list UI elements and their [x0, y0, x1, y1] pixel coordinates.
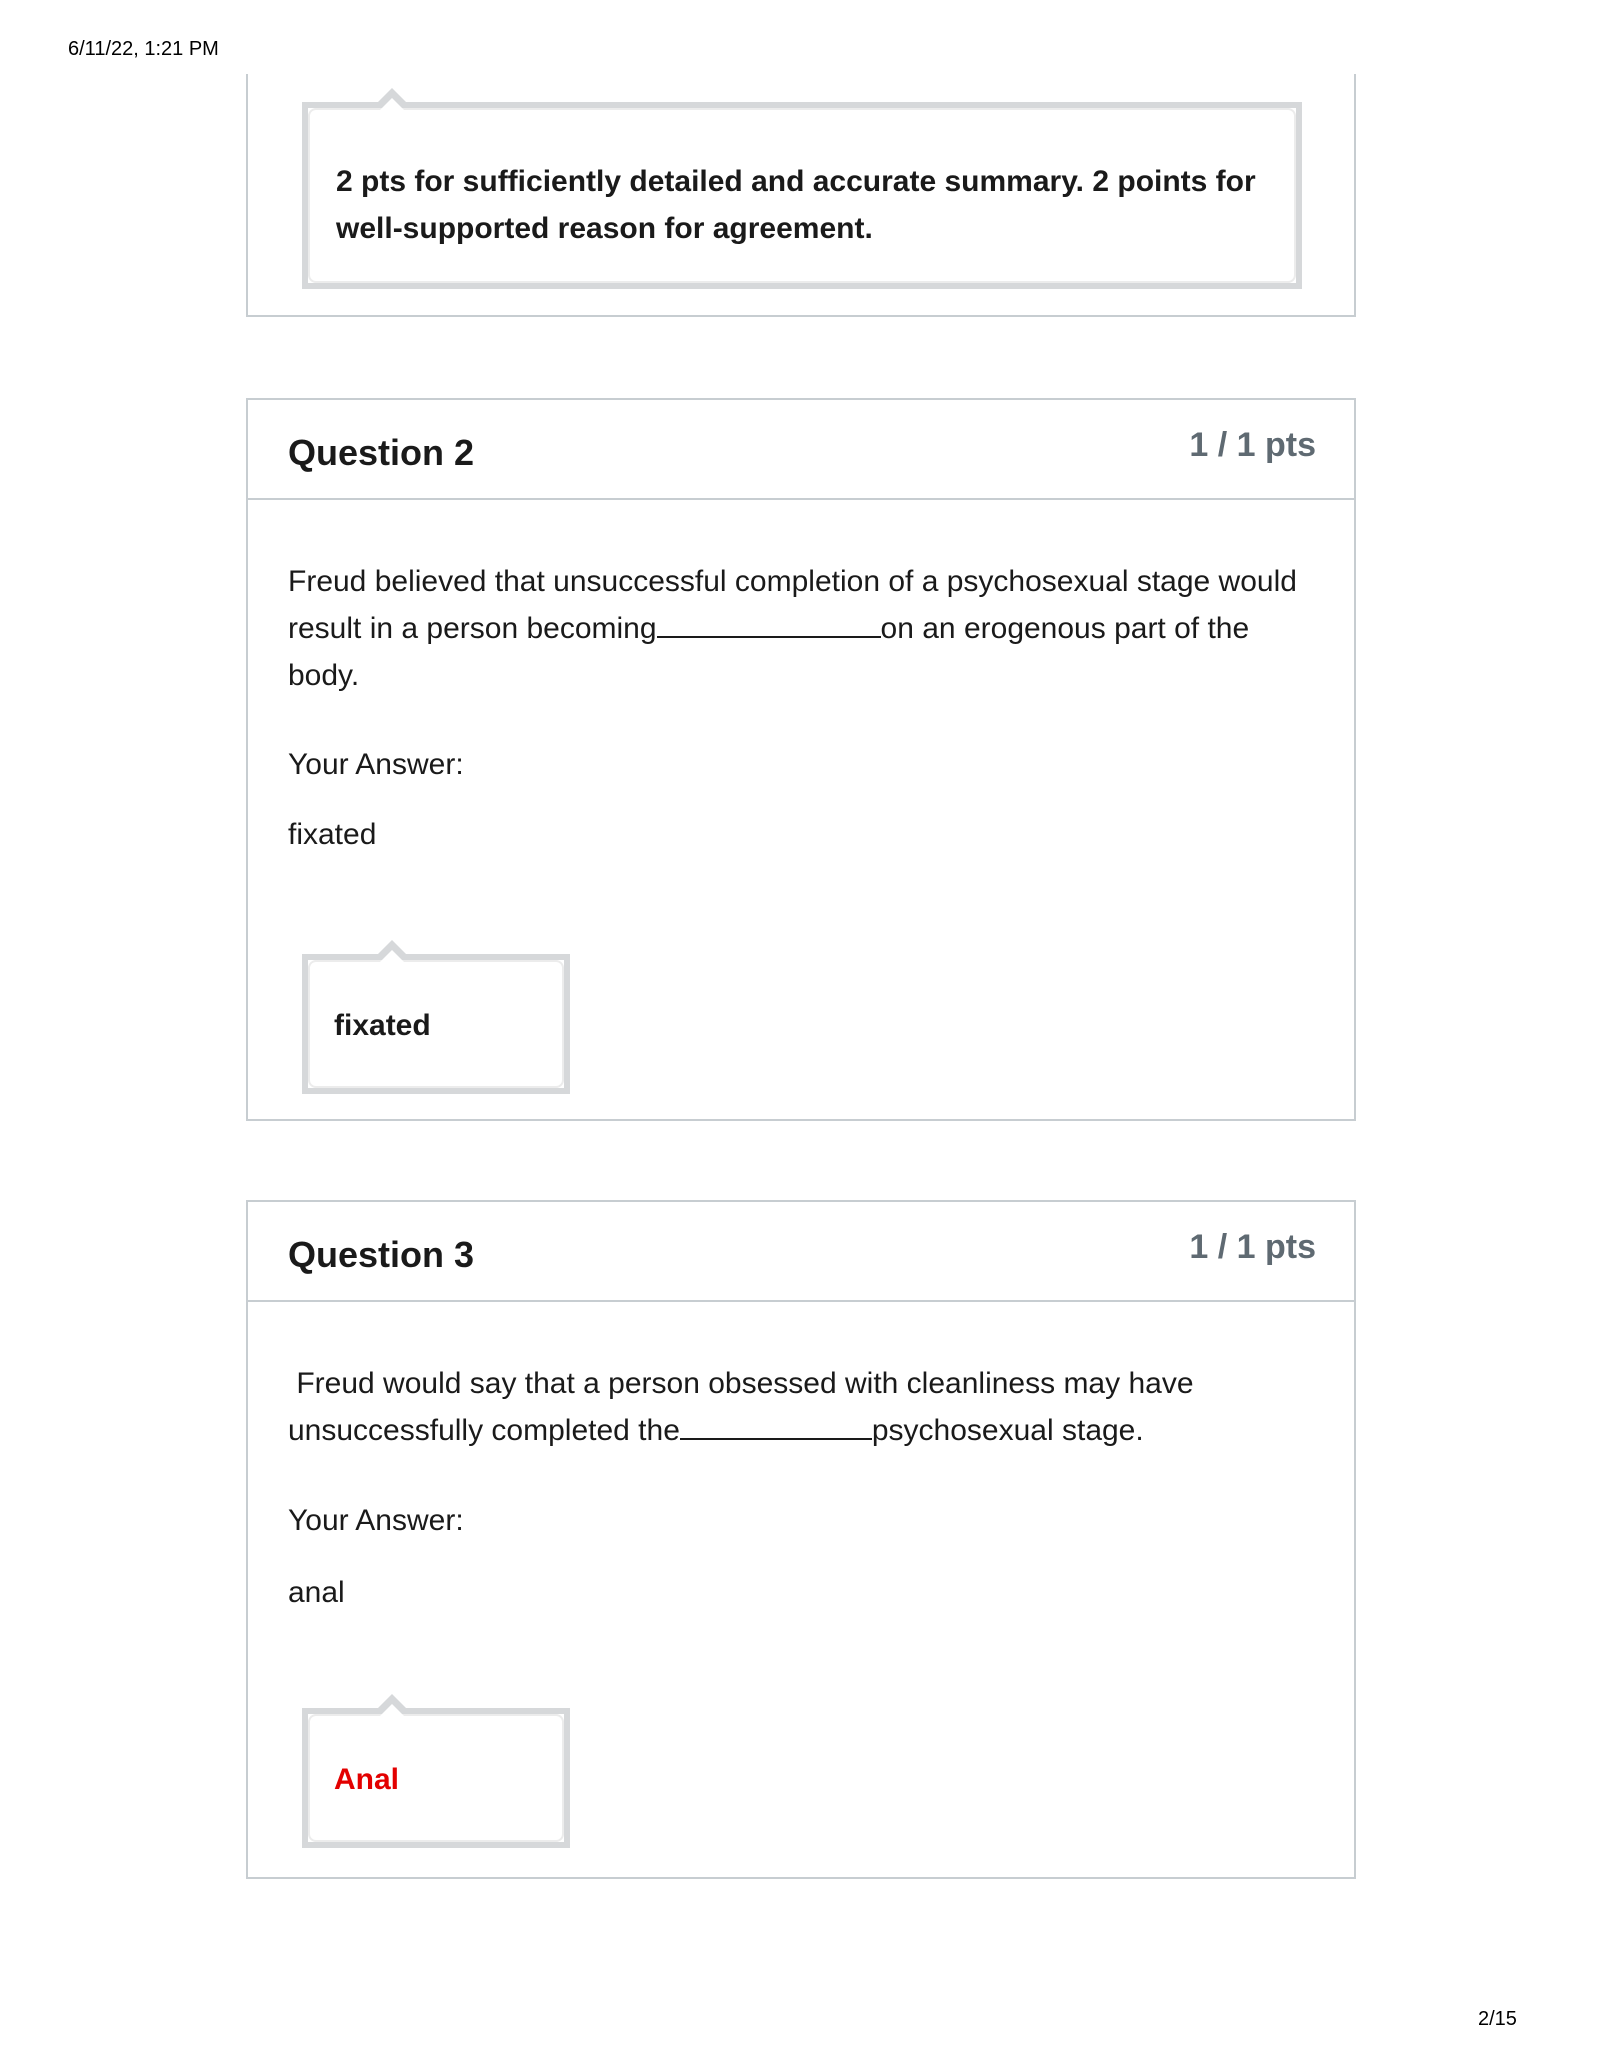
your-answer-value: anal: [288, 1576, 345, 1609]
question-points: 1 / 1 pts: [1189, 426, 1316, 464]
comment-callout: [302, 102, 1302, 289]
question-text: Freud would say that a person obsessed with cleanliness may have unsuccessfully completed the psychosexual stage.: [288, 1367, 1202, 1447]
question-header: [248, 1202, 1354, 1302]
question-2-panel: [246, 398, 1356, 1121]
previous-question-panel: [246, 74, 1356, 317]
your-answer-value: fixated: [288, 818, 377, 851]
page-number: 2/15: [1478, 2008, 1517, 2030]
your-answer-label: Your Answer:: [288, 748, 464, 781]
print-datetime: 6/11/22, 1:21 PM: [68, 38, 219, 60]
question-title: Question 3: [288, 1234, 475, 1275]
comment-callout: [302, 954, 570, 1094]
comment-text: 2 pts for sufficiently detailed and accurate summary. 2 points for well-supported reason for agreement.: [336, 165, 1256, 245]
question-3-panel: [246, 1200, 1356, 1879]
comment-text: Anal: [334, 1763, 400, 1796]
question-title: Question 2: [288, 432, 475, 473]
answer-blank: [657, 606, 881, 638]
question-header: [248, 400, 1354, 500]
comment-text: fixated: [334, 1009, 431, 1042]
question-points: 1 / 1 pts: [1189, 1228, 1316, 1266]
comment-callout: [302, 1708, 570, 1848]
your-answer-label: Your Answer:: [288, 1504, 464, 1537]
answer-blank: [680, 1408, 872, 1440]
question-text: Freud believed that unsuccessful completion of a psychosexual stage would result in a person becoming on an erogenous part of the body.: [288, 565, 1297, 692]
